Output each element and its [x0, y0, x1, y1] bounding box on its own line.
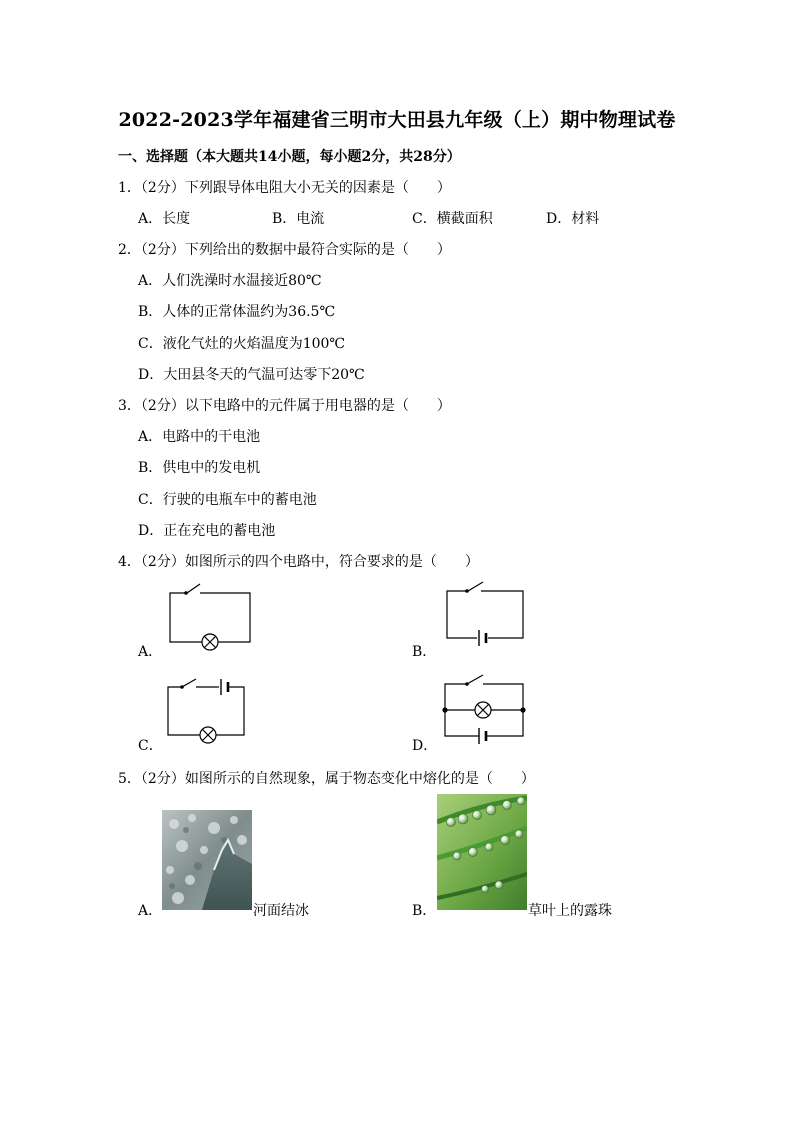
question-3-option-b: B．供电中的发电机	[138, 460, 261, 476]
question-2-option-a: A．人们洗澡时水温接近80℃	[138, 273, 322, 289]
question-5-option-b: B．	[412, 903, 437, 919]
question-4-option-d: D．	[412, 738, 438, 754]
page-title: 2022-2023学年福建省三明市大田县九年级（上）期中物理试卷	[118, 109, 676, 131]
question-2-option-d: D．大田县冬天的气温可达零下20℃	[138, 367, 365, 383]
question-3-stem: 3．（2分）以下电路中的元件属于用电器的是（ ）	[118, 398, 451, 414]
question-1-option-c: C．横截面积	[412, 211, 493, 227]
question-3-option-a: A．电路中的干电池	[138, 429, 261, 445]
question-4-option-c: C．	[138, 738, 163, 754]
question-4-option-b: B．	[412, 644, 437, 660]
question-3-option-c: C．行驶的电瓶车中的蓄电池	[138, 492, 317, 508]
question-2-stem: 2．（2分）下列给出的数据中最符合实际的是（ ）	[118, 242, 451, 258]
frozen-river-photo	[162, 810, 252, 910]
question-5-stem: 5．（2分）如图所示的自然现象，属于物态变化中熔化的是（ ）	[118, 771, 535, 787]
question-1-option-d: D．材料	[546, 211, 600, 227]
circuit-diagram-c	[166, 673, 256, 745]
question-4-stem: 4．（2分）如图所示的四个电路中，符合要求的是（ ）	[118, 554, 479, 570]
circuit-diagram-d	[441, 670, 531, 750]
circuit-diagram-a	[166, 580, 256, 652]
question-3-option-d: D．正在充电的蓄电池	[138, 523, 276, 539]
section-heading: 一、选择题（本大题共14小题，每小题2分，共28分）	[118, 149, 461, 165]
question-1-option-b: B．电流	[272, 211, 325, 227]
question-1-stem: 1．（2分）下列跟导体电阻大小无关的因素是（ ）	[118, 180, 451, 196]
question-5-caption-a: 河面结冰	[253, 903, 309, 919]
question-5-caption-b: 草叶上的露珠	[528, 903, 612, 919]
question-2-option-c: C．液化气灶的火焰温度为100℃	[138, 336, 346, 352]
question-2-option-b: B．人体的正常体温约为36.5℃	[138, 304, 336, 320]
circuit-diagram-b	[443, 576, 533, 648]
question-4-option-a: A．	[138, 644, 163, 660]
question-5-option-a: A．	[138, 903, 163, 919]
question-1-option-a: A．长度	[138, 211, 191, 227]
dewdrops-on-grass-photo	[437, 794, 527, 910]
